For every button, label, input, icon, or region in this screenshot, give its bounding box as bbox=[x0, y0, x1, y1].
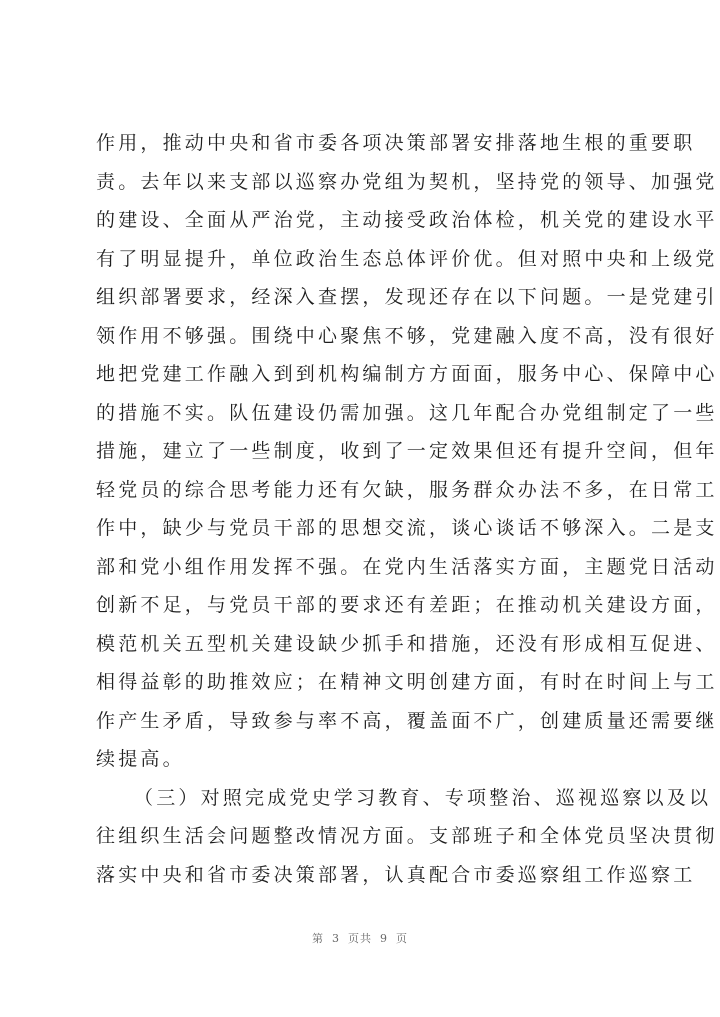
text-line: 相得益彰的助推效应；在精神文明创建方面，有时在时间上与工 bbox=[96, 671, 718, 693]
text-line: 的措施不实。队伍建设仍需加强。这几年配合办党组制定了一些 bbox=[96, 401, 718, 424]
text-line: 落实中央和省市委决策部署，认真配合市委巡察组工作巡察工 bbox=[96, 863, 696, 886]
text-line: 有了明显提升，单位政治生态总体评价优。但对照中央和上级党 bbox=[96, 247, 718, 270]
footer-prefix: 第 bbox=[312, 932, 324, 945]
footer-suffix: 页 bbox=[396, 932, 408, 945]
footer-middle: 页共 bbox=[348, 932, 372, 945]
text-line: 往组织生活会问题整改情况方面。支部班子和全体党员坚决贯彻 bbox=[96, 825, 718, 847]
footer-current-page: 3 bbox=[332, 932, 340, 945]
page-footer bbox=[0, 930, 720, 946]
text-line: 模范机关五型机关建设缺少抓手和措施，还没有形成相互促进、 bbox=[96, 632, 718, 655]
text-line: 轻党员的综合思考能力还有欠缺，服务群众办法不多，在日常工 bbox=[96, 478, 718, 501]
text-line: 作用，推动中央和省市委各项决策部署安排落地生根的重要职 bbox=[96, 132, 696, 154]
text-line: 的建设、全面从严治党，主动接受政治体检，机关党的建设水平 bbox=[96, 209, 718, 231]
text-line: 地把党建工作融入到到机构编制方方面面，服务中心、保障中心 bbox=[96, 363, 718, 385]
footer-total-pages: 9 bbox=[380, 932, 388, 945]
text-line: 作中，缺少与党员干部的思想交流，谈心谈话不够深入。二是支 bbox=[96, 517, 718, 539]
text-line: 续提高。 bbox=[96, 748, 185, 770]
text-line: 责。去年以来支部以巡察办党组为契机，坚持党的领导、加强党 bbox=[96, 170, 718, 193]
text-line: 作产生矛盾，导致参与率不高，覆盖面不广，创建质量还需要继 bbox=[96, 709, 718, 732]
text-line: 措施，建立了一些制度，收到了一定效果但还有提升空间，但年 bbox=[96, 440, 718, 462]
text-line: 部和党小组作用发挥不强。在党内生活落实方面，主题党日活动 bbox=[96, 555, 718, 578]
section-heading-line: （三）对照完成党史学习教育、专项整治、巡视巡察以及以 bbox=[134, 786, 712, 809]
text-line: 创新不足，与党员干部的要求还有差距；在推动机关建设方面， bbox=[96, 594, 718, 616]
body-text bbox=[96, 124, 718, 894]
text-line: 领作用不够强。围绕中心聚焦不够，党建融入度不高，没有很好 bbox=[96, 324, 718, 347]
text-line: 组织部署要求，经深入查摆，发现还存在以下问题。一是党建引 bbox=[96, 286, 718, 308]
